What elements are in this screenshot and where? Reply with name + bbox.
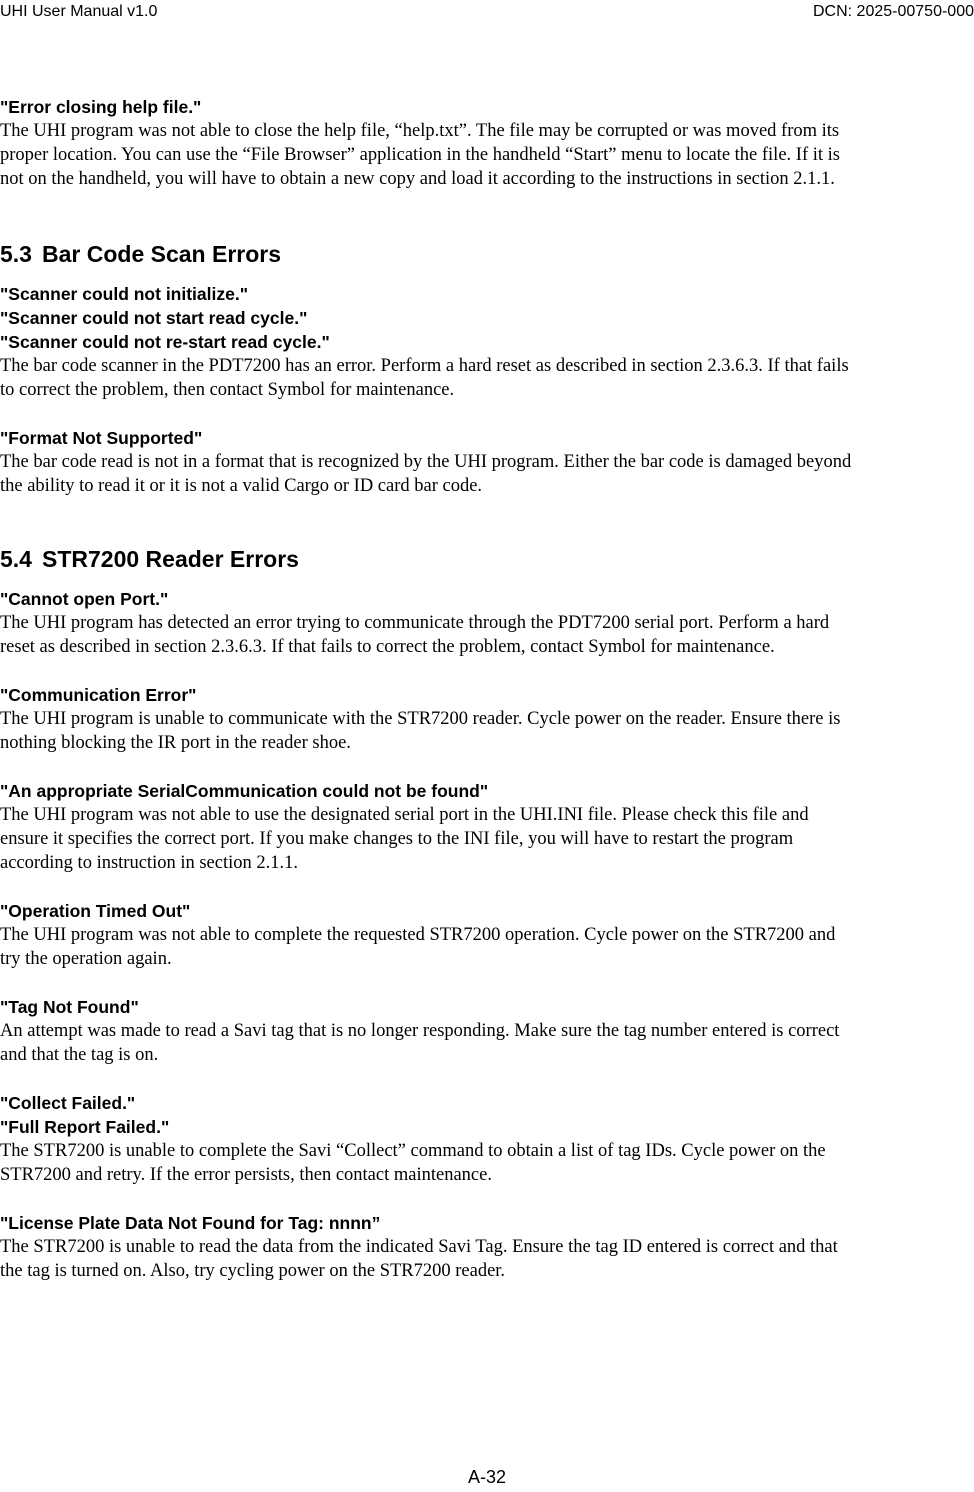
section-title: STR7200 Reader Errors bbox=[42, 546, 299, 572]
error-title: "License Plate Data Not Found for Tag: nnnn” bbox=[0, 1213, 381, 1233]
intro-entry bbox=[0, 95, 974, 191]
error-title: "Scanner could not re-start read cycle." bbox=[0, 332, 330, 352]
error-title: "Full Report Failed." bbox=[0, 1117, 170, 1137]
section-title: Bar Code Scan Errors bbox=[42, 241, 282, 267]
section-number: 5.4 bbox=[0, 546, 32, 572]
error-description-line: The bar code scanner in the PDT7200 has an error. Perform a hard reset as described in section 2.3.6.3. If that fails bbox=[0, 356, 849, 376]
error-description-line: ensure it specifies the correct port. If you make changes to the INI file, you will have to restart the program bbox=[0, 829, 794, 849]
page-number: A-32 bbox=[467, 1467, 507, 1487]
error-title: "Collect Failed." bbox=[0, 1093, 136, 1113]
error-description-line: The STR7200 is unable to complete the Savi “Collect” command to obtain a list of tag IDs. Cycle power on the bbox=[0, 1141, 826, 1161]
error-description-line: The UHI program has detected an error trying to communicate through the PDT7200 serial port. Perform a hard bbox=[0, 613, 830, 633]
error-title: "Format Not Supported" bbox=[0, 428, 203, 448]
error-description-line: An attempt was made to read a Savi tag that is no longer responding. Make sure the tag number entered is correct bbox=[0, 1021, 840, 1041]
error-description-line: proper location. You can use the “File Browser” application in the handheld “Start” menu to locate the file. If it is bbox=[0, 145, 840, 165]
error-description-line: The UHI program is unable to communicate with the STR7200 reader. Cycle power on the reader. Ensure there is bbox=[0, 709, 841, 729]
error-description-line: The bar code read is not in a format that is recognized by the UHI program. Either the bar code is damaged beyond bbox=[0, 452, 852, 472]
section-heading bbox=[0, 545, 974, 573]
error-description-line: to correct the problem, then contact Symbol for maintenance. bbox=[0, 380, 455, 400]
error-title: "An appropriate SerialCommunication could not be found" bbox=[0, 781, 489, 801]
section-number: 5.3 bbox=[0, 241, 32, 267]
header-document-number: DCN: 2025-00750-000 bbox=[813, 3, 974, 20]
section-heading bbox=[0, 240, 974, 268]
error-description-line: according to instruction in section 2.1.1. bbox=[0, 853, 298, 873]
error-description-line: the ability to read it or it is not a valid Cargo or ID card bar code. bbox=[0, 476, 483, 496]
error-description-line: reset as described in section 2.3.6.3. If that fails to correct the problem, contact Symbol for maintenance. bbox=[0, 637, 775, 657]
error-title: "Cannot open Port." bbox=[0, 589, 169, 609]
error-description-line: the tag is turned on. Also, try cycling power on the STR7200 reader. bbox=[0, 1261, 506, 1281]
error-title: "Communication Error" bbox=[0, 685, 197, 705]
section-5-3 bbox=[0, 240, 974, 268]
error-title: "Operation Timed Out" bbox=[0, 901, 191, 921]
error-description-line: STR7200 and retry. If the error persists, then contact maintenance. bbox=[0, 1165, 492, 1185]
error-title: "Scanner could not start read cycle." bbox=[0, 308, 308, 328]
header-document-title: UHI User Manual v1.0 bbox=[0, 3, 158, 20]
section-5-4-entries bbox=[0, 587, 974, 1283]
error-description-line: The UHI program was not able to use the designated serial port in the UHI.INI file. Please check this file and bbox=[0, 805, 809, 825]
error-description-line: The STR7200 is unable to read the data from the indicated Savi Tag. Ensure the tag ID entered is correct and that bbox=[0, 1237, 838, 1257]
error-description-line: and that the tag is on. bbox=[0, 1045, 159, 1065]
error-title: "Scanner could not initialize." bbox=[0, 284, 249, 304]
error-title: "Error closing help file." bbox=[0, 97, 202, 117]
section-5-4 bbox=[0, 545, 974, 573]
error-description-line: try the operation again. bbox=[0, 949, 172, 969]
error-description-line: not on the handheld, you will have to obtain a new copy and load it according to the instructions in section 2.1.1. bbox=[0, 169, 835, 189]
error-description-line: nothing blocking the IR port in the reader shoe. bbox=[0, 733, 351, 753]
error-title: "Tag Not Found" bbox=[0, 997, 139, 1017]
section-5-3-entries bbox=[0, 282, 974, 498]
error-description-line: The UHI program was not able to complete the requested STR7200 operation. Cycle power on the STR7200 and bbox=[0, 925, 836, 945]
error-description-line: The UHI program was not able to close the help file, “help.txt”. The file may be corrupted or was moved from its bbox=[0, 121, 840, 141]
